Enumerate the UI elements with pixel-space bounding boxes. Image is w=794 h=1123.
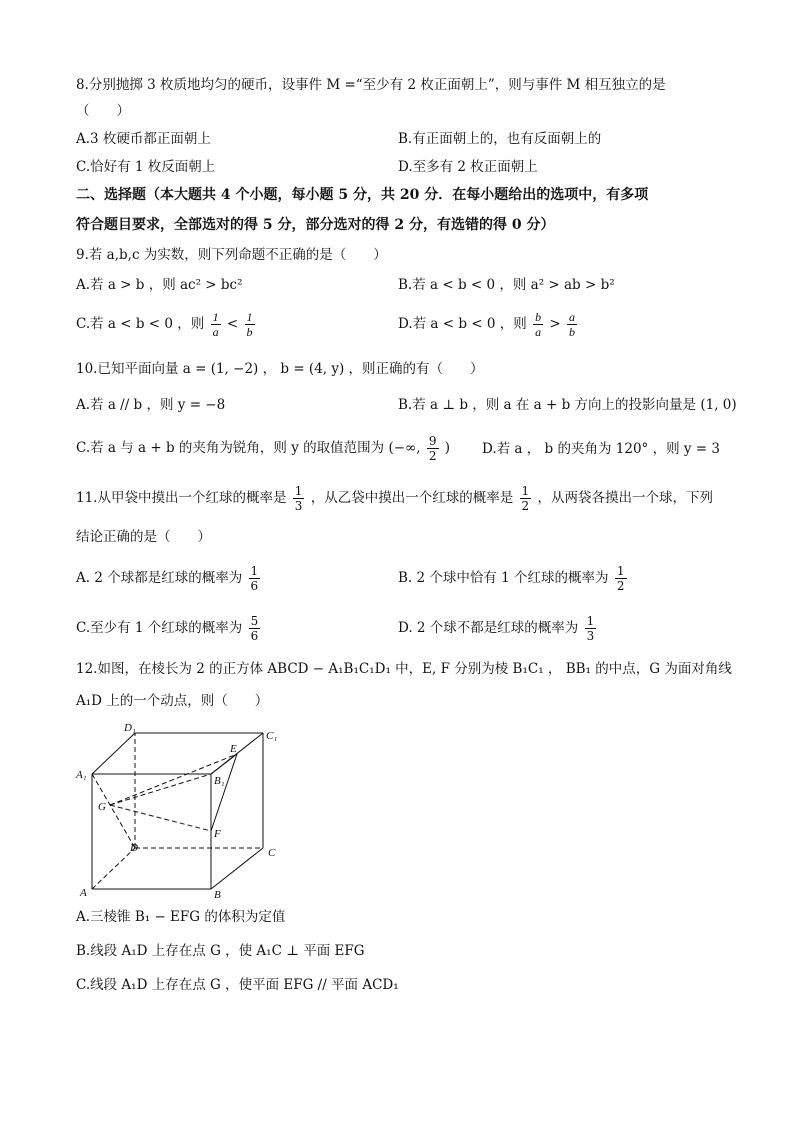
q8-paren: （ ）	[76, 103, 130, 119]
q8-option-b: B.有正面朝上的，也有反面朝上的	[398, 131, 602, 147]
fraction: $\frac{1}{3}$	[586, 614, 595, 643]
label-F: F	[214, 828, 221, 840]
fraction: $\frac{1}{6}$	[250, 564, 259, 593]
edge-BC	[211, 848, 263, 889]
label-B: B	[214, 889, 221, 900]
fraction: $\frac{a}{b}$	[569, 310, 575, 339]
q11-option-a	[76, 564, 262, 593]
fraction: $\frac{9}{2}$	[428, 434, 437, 463]
hidden-edge-AD	[92, 848, 135, 889]
q10-stem: 10.已知平面向量 a = (1, −2) ， b = (4, y) ，则正确的有（ ）	[76, 361, 484, 377]
fraction: $\frac{1}{a}$	[212, 310, 219, 339]
fraction: $\frac{1}{2}$	[521, 484, 530, 513]
label-D: D	[130, 842, 138, 854]
label-E: E	[230, 743, 237, 755]
q12-stem-line2: A₁D 上的一个动点，则（ ）	[76, 693, 269, 709]
q11-option-a-text: A. 2 个球都是红球的概率为	[76, 570, 243, 586]
fraction: $\frac{b}{a}$	[535, 310, 542, 339]
q11-stem-text: ，从两袋各摸出一个球，下列	[537, 490, 713, 506]
section2-title-line1: 二、选择题（本大题共 4 个小题，每小题 5 分，共 20 分．在每小题给出的选项中，有多项	[76, 187, 649, 203]
q9-option-d-text: D.若 a < b < 0 ，则	[398, 316, 527, 332]
q12-option-b: B.线段 A₁D 上存在点 G ，使 A₁C ⊥ 平面 EFG	[76, 943, 365, 959]
q9-option-c-text: C.若 a < b < 0 ，则	[76, 316, 205, 332]
cube-figure	[70, 718, 290, 900]
fraction: $\frac{1}{2}$	[616, 564, 625, 593]
q11-stem-line2: 结论正确的是（ ）	[76, 529, 211, 545]
q11-option-b	[398, 564, 629, 593]
q9-option-b: B.若 a < b < 0 ，则 a² > ab > b²	[398, 277, 615, 293]
fraction: $\frac{5}{6}$	[250, 614, 259, 643]
fraction: $\frac{1}{3}$	[294, 484, 303, 513]
q10-option-c	[76, 434, 450, 463]
label-D1: D₁	[124, 722, 136, 734]
label-B1: B₁	[214, 775, 225, 787]
q10-option-a: A.若 a // b ，则 y = −8	[76, 397, 226, 413]
operator: <	[226, 316, 239, 332]
segment-GF	[110, 805, 211, 831]
q9-stem: 9.若 a,b,c 为实数，则下列命题不正确的是（ ）	[76, 247, 387, 263]
q12-stem: 12.如图，在棱长为 2 的正方体 ABCD − A₁B₁C₁D₁ 中，E, F 分别为棱 B₁C₁ ， BB₁ 的中点，G 为面对角线	[76, 661, 732, 677]
bracket: )	[444, 440, 451, 456]
q8-option-d: D.至多有 2 枚正面朝上	[398, 159, 538, 175]
q11-stem-text: 11.从甲袋中摸出一个红球的概率是	[76, 490, 287, 506]
q8-option-c: C.恰好有 1 枚反面朝上	[76, 159, 216, 175]
q9-option-c	[76, 310, 257, 339]
q10-option-b: B.若 a ⊥ b ，则 a 在 a + b 方向上的投影向量是 (1, 0)	[398, 397, 737, 413]
q11-stem	[76, 484, 713, 513]
label-G: G	[98, 801, 106, 813]
q10-option-c-text: C.若 a 与 a + b 的夹角为锐角，则 y 的取值范围为 (−∞,	[76, 440, 421, 456]
segment-GB1	[110, 774, 211, 805]
q12-option-c: C.线段 A₁D 上存在点 G ，使平面 EFG // 平面 ACD₁	[76, 977, 399, 993]
operator: >	[549, 316, 561, 332]
q8-stem: 8.分别抛掷 3 枚质地均匀的硬币，设事件 M =“至少有 2 枚正面朝上”，则与事件 M 相互独立的是	[76, 77, 666, 93]
edge-A1D1	[92, 733, 135, 774]
q11-option-d-text: D. 2 个球不都是红球的概率为	[398, 620, 579, 636]
q9-option-d	[398, 310, 579, 339]
label-C: C	[268, 847, 276, 859]
section2-title-line2: 符合题目要求，全部选对的得 5 分，部分选对的得 2 分，有选错的得 0 分）	[76, 217, 555, 233]
q10-option-d: D.若 a ， b 的夹角为 120° ，则 y = 3	[482, 441, 720, 457]
q9-option-a: A.若 a > b ，则 ac² > bc²	[76, 277, 243, 293]
edge-EF	[211, 754, 237, 831]
q11-option-b-text: B. 2 个球中恰有 1 个红球的概率为	[398, 570, 609, 586]
q11-option-d	[398, 614, 598, 643]
q11-stem-text: ，从乙袋中摸出一个红球的概率是	[310, 490, 514, 506]
label-C1: C₁	[266, 730, 278, 742]
label-A: A	[80, 887, 87, 899]
q11-option-c	[76, 614, 262, 643]
q11-option-c-text: C.至少有 1 个红球的概率为	[76, 620, 243, 636]
label-A1: A₁	[76, 769, 87, 781]
fraction: $\frac{1}{b}$	[246, 310, 253, 339]
q8-option-a: A.3 枚硬币都正面朝上	[76, 131, 211, 147]
q12-option-a: A.三棱锥 B₁ − EFG 的体积为定值	[76, 909, 286, 925]
